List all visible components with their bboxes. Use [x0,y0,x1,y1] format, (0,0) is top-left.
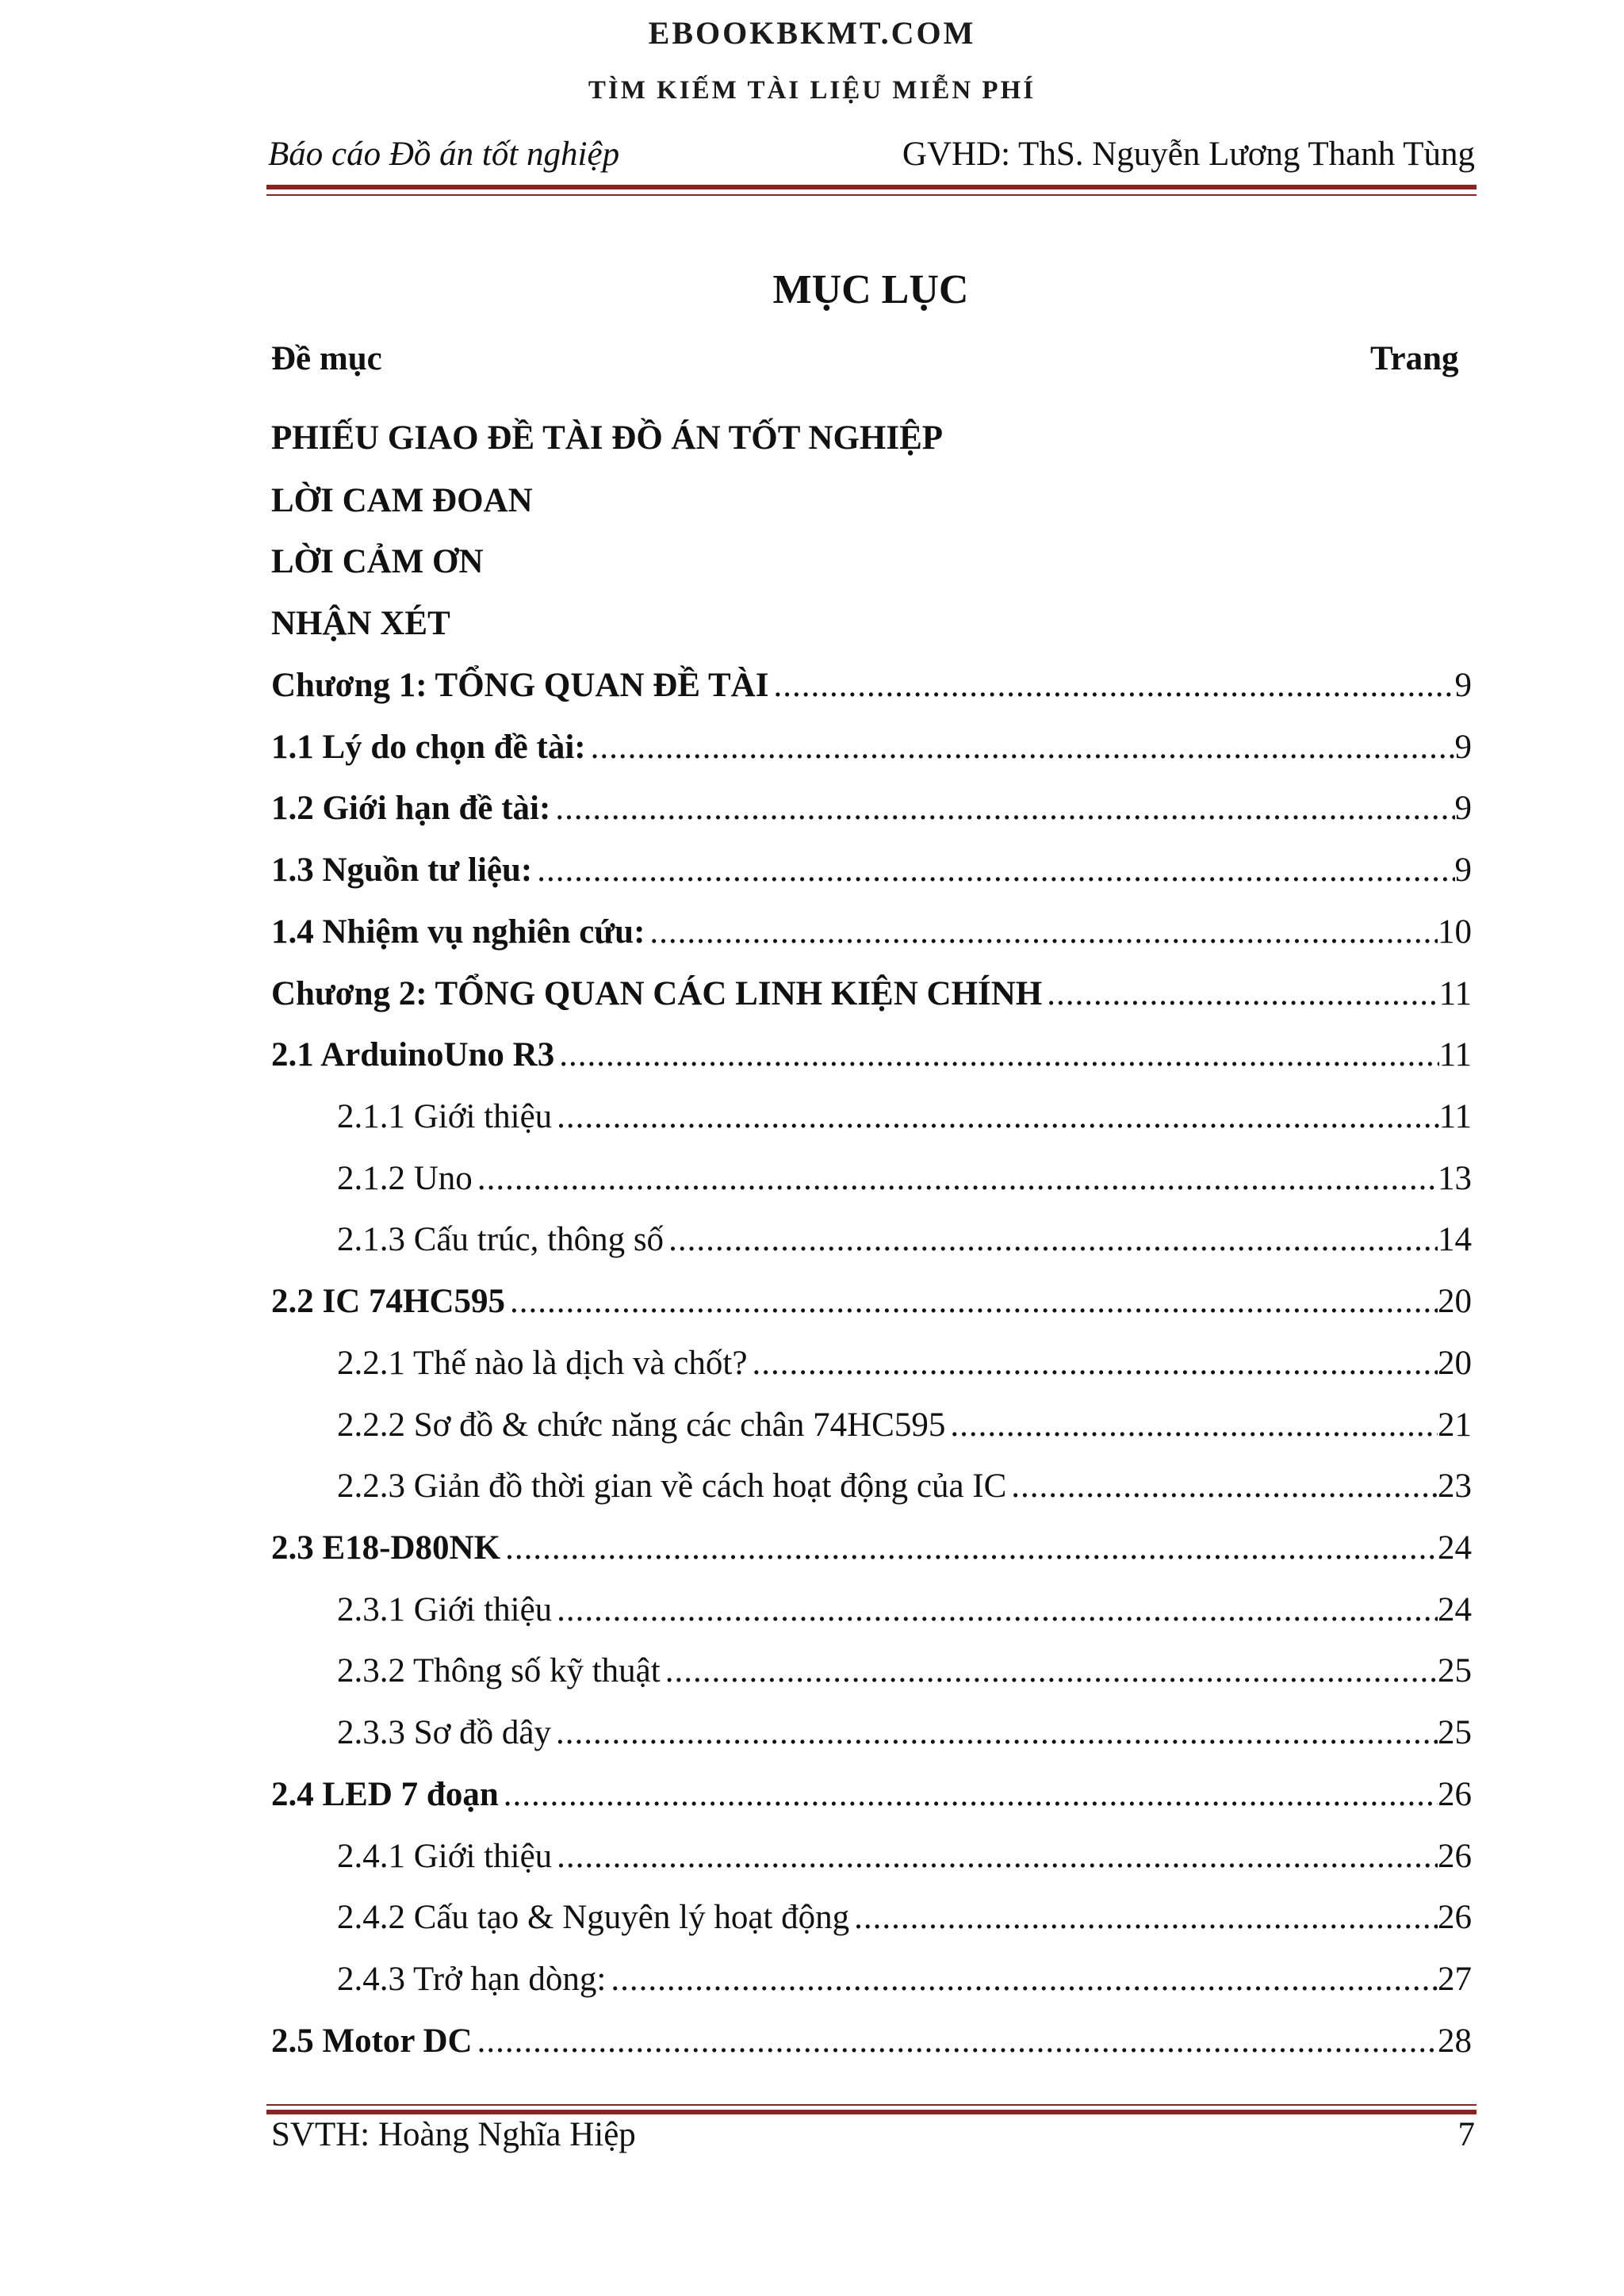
toc-label: 2.1 ArduinoUno R3 [271,1036,555,1073]
toc-label: 2.2.3 Giản đồ thời gian về cách hoạt động của IC [337,1468,1007,1505]
dot-leader [557,1097,1438,1136]
toc-entry[interactable] [271,851,1472,898]
dot-leader [950,1406,1438,1445]
toc-entry[interactable] [271,974,1472,1022]
toc-page: 10 [1438,913,1472,951]
toc-page: 25 [1438,1652,1472,1689]
toc-label: 2.1.2 Uno [337,1160,473,1197]
toc-page: 26 [1438,1776,1472,1813]
toc-page: 9 [1454,667,1472,704]
toc-entry[interactable] [337,1344,1472,1391]
dot-leader [668,1220,1438,1259]
toc-label: 2.1.1 Giới thiệu [337,1098,553,1135]
toc-page: 11 [1438,975,1472,1012]
dot-leader [752,1344,1438,1383]
header-rule [266,185,1477,189]
toc-entry[interactable] [337,1713,1472,1761]
toc-entry[interactable] [271,666,1472,714]
toc-page: 27 [1438,1961,1472,1998]
toc-page: 25 [1438,1714,1472,1751]
page-number: 7 [1457,2116,1475,2153]
toc-label: 2.4.3 Trở hạn dòng: [337,1961,607,1998]
toc-page: 13 [1438,1160,1472,1197]
toc-label: 1.1 Lý do chọn đề tài: [271,729,586,766]
toc-label: Chương 1: TỔNG QUAN ĐỀ TÀI [271,667,769,704]
page-footer [268,2115,1475,2166]
toc-entry[interactable] [271,2022,1472,2069]
dot-leader [510,1282,1438,1321]
toc-page: 9 [1454,790,1472,827]
toc-page: 11 [1438,1036,1472,1073]
site-slogan: TÌM KIẾM TÀI LIỆU MIỄN PHÍ [588,76,1036,105]
dot-leader [854,1898,1438,1937]
toc-plain-entry: LỜI CẢM ƠN [271,543,484,580]
toc-page: 23 [1438,1468,1472,1505]
toc-entry[interactable] [337,1159,1472,1207]
toc-page: 9 [1454,729,1472,766]
toc-entry[interactable] [337,1406,1472,1453]
toc-entry[interactable] [337,1960,1472,2007]
toc-entry[interactable] [337,1220,1472,1268]
dot-leader [665,1651,1438,1690]
toc-page: 28 [1438,2022,1472,2060]
dot-leader [505,1529,1438,1567]
dot-leader [556,1713,1438,1752]
toc-label: 2.5 Motor DC [271,2022,473,2060]
dot-leader [504,1775,1438,1814]
column-heading-page: Trang [1370,340,1459,377]
toc-page: 14 [1438,1221,1472,1258]
dot-leader [611,1960,1438,1999]
dot-leader [1047,974,1438,1013]
dot-leader [477,2022,1438,2061]
dot-leader [773,666,1454,705]
toc-page: 11 [1438,1098,1472,1135]
toc-entry[interactable] [271,1035,1472,1083]
report-title: Báo cáo Đồ án tốt nghiệp [268,136,620,173]
toc-entry[interactable] [271,1775,1472,1823]
dot-leader [557,1837,1438,1876]
toc-plain-entry: PHIẾU GIAO ĐỀ TÀI ĐỒ ÁN TỐT NGHIỆP [271,419,944,457]
toc-label: 2.1.3 Cấu trúc, thông số [337,1221,665,1258]
toc-page: 9 [1454,851,1472,889]
toc-entry[interactable] [337,1097,1472,1145]
toc-entry[interactable] [271,728,1472,775]
toc-plain-entry: LỜI CAM ĐOAN [271,482,533,519]
dot-leader [1011,1467,1438,1506]
toc-entry[interactable] [271,1529,1472,1576]
toc-plain-entry: NHẬN XÉT [271,605,450,642]
toc-label: 2.4.1 Giới thiệu [337,1838,553,1875]
toc-page: 24 [1438,1591,1472,1628]
toc-label: 2.4.2 Cấu tạo & Nguyên lý hoạt động [337,1899,850,1936]
toc-label: 1.4 Nhiệm vụ nghiên cứu: [271,913,645,951]
toc-entry[interactable] [337,1837,1472,1885]
student-name: SVTH: Hoàng Nghĩa Hiệp [271,2116,636,2153]
column-heading-section: Đề mục [271,340,382,377]
footer-rule [266,2110,1477,2114]
toc-page: 21 [1438,1406,1472,1444]
toc-label: 2.2.1 Thế nào là dịch và chốt? [337,1345,748,1382]
dot-leader [477,1159,1438,1198]
toc-label: 2.2 IC 74HC595 [271,1283,506,1320]
toc-entry[interactable] [271,1282,1472,1330]
toc-entry[interactable] [271,913,1472,960]
toc-label: 2.4 LED 7 đoạn [271,1776,499,1813]
toc-label: 2.3.2 Thông số kỹ thuật [337,1652,661,1689]
toc-entry[interactable] [337,1651,1472,1699]
toc-page: 20 [1438,1345,1472,1382]
header-rule-thin [266,194,1477,196]
toc-page: 26 [1438,1838,1472,1875]
toc-entry[interactable] [271,789,1472,836]
dot-leader [557,1590,1438,1629]
toc-label: 1.2 Giới hạn đề tài: [271,790,551,827]
toc-label: Chương 2: TỔNG QUAN CÁC LINH KIỆN CHÍNH [271,975,1043,1012]
page-title: MỤC LỤC [772,267,969,312]
toc-label: 2.3.1 Giới thiệu [337,1591,553,1628]
toc-entry[interactable] [337,1590,1472,1638]
supervisor: GVHD: ThS. Nguyễn Lương Thanh Tùng [902,136,1475,173]
dot-leader [555,789,1454,828]
dot-leader [591,728,1455,767]
site-name: EBOOKBKMT.COM [648,15,976,51]
toc-page: 20 [1438,1283,1472,1320]
dot-leader [537,851,1454,890]
toc-label: 1.3 Nguồn tư liệu: [271,851,533,889]
toc-entry[interactable] [337,1467,1472,1514]
toc-label: 2.3 E18-D80NK [271,1529,501,1567]
page-header [268,135,1475,186]
toc-label: 2.3.3 Sơ đồ dây [337,1714,551,1751]
toc-page: 24 [1438,1529,1472,1567]
dot-leader [649,913,1438,951]
toc-entry[interactable] [337,1898,1472,1946]
toc-label: 2.2.2 Sơ đồ & chức năng các chân 74HC595 [337,1406,946,1444]
footer-rule-thin [266,2104,1477,2106]
toc-page: 26 [1438,1899,1472,1936]
dot-leader [559,1035,1438,1074]
